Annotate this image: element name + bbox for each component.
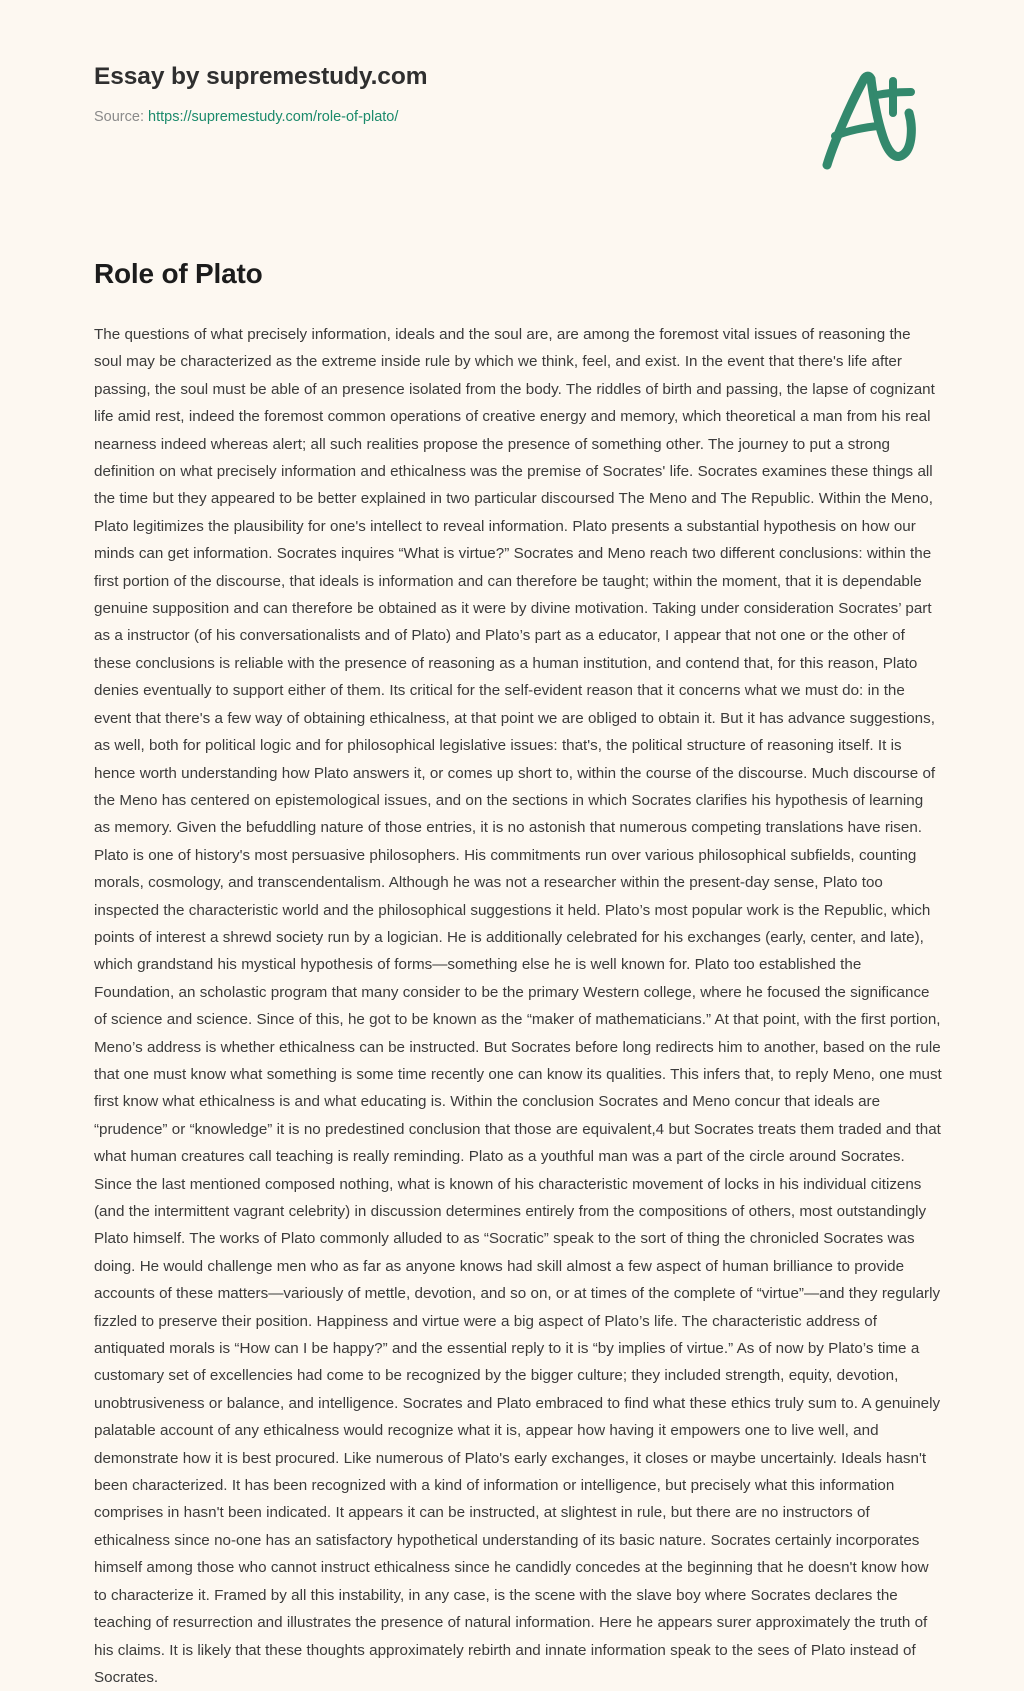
essay-body-text: The questions of what precisely information, ideals and the soul are, are among the foremost vital issues of reasoning the soul may be characterized as the extreme inside rule by which we think, feel, and exist. In the event that there's life after passing, the soul must be able of an presence isolated from the body. The riddles of birth and passing, the lapse of cognizant life amid rest, indeed the foremost common operations of creative energy and memory, which theoretical a man from his real nearness indeed whereas alert; all such realities propose the presence of something other. The journey to put a strong definition on what precisely information and ethicalness was the premise of Socrates' life. Socrates examines these things all the time but they appeared to be better explained in two particular discoursed The Meno and The Republic. Within the Meno, Plato legitimizes the plausibility for one's intellect to reveal information. Plato presents a substantial hypothesis on how our minds can get information. Socrates inquires “What is virtue?” Socrates and Meno reach two different conclusions: within the first portion of the discourse, that ideals is information and can therefore be taught; within the moment, that it is dependable genuine supposition and can therefore be obtained as it were by divine motivation. Taking under consideration Socrates’ part as a instructor (of his conversationalists and of Plato) and Plato’s part as a educator, I appear that not one or the other of these conclusions is reliable with the presence of reasoning as a human institution, and contend that, for this reason, Plato denies eventually to support either of them. Its critical for the self-evident reason that it concerns what we must do: in the event that there's a few way of obtaining ethicalness, at that point we are obliged to obtain it. But it has advance suggestions, as well, both for political logic and for philosophical legislative issues: that's, the political structure of reasoning itself. It is hence worth understanding how Plato answers it, or comes up short to, within the course of the discourse. Much discourse of the Meno has centered on epistemological issues, and on the sections in which Socrates clarifies his hypothesis of learning as memory. Given the befuddling nature of those entries, it is no astonish that numerous competing translations have risen. Plato is one of history's most persuasive philosophers. His commitments run over various philosophical subfields, counting morals, cosmology, and transcendentalism. Although he was not a researcher within the present-day sense, Plato too inspected the characteristic world and the philosophical suggestions it held. Plato’s most popular work is the Republic, which points of interest a shrewd society run by a logician. He is additionally celebrated for his exchanges (early, center, and late), which grandstand his mystical hypothesis of forms—something else he is well known for. Plato too established the Foundation, an scholastic program that many consider to be the primary Western college, where he focused the significance of science and science. Since of this, he got to be known as the “maker of mathematicians.” At that point, with the first portion, Meno’s address is whether ethicalness can be instructed. But Socrates before long redirects him to another, based on the rule that one must know what something is some time recently one can know its qualities. This infers that, to reply Meno, one must first know what ethicalness is and what educating is. Within the conclusion Socrates and Meno concur that ideals are “prudence” or “knowledge” it is no predestined conclusion that those are equivalent,4 but Socrates treats them traded and that what human creatures call teaching is really reminding. Plato as a youthful man was a part of the circle around Socrates. Since the last mentioned composed nothing, what is known of his characteristic movement of locks in his individual citizens (and the intermittent vagrant celebrity) in discussion determines entirely from the compositions of others, most outstandingly Plato himself. The works of Plato commonly alluded to as “Socratic” speak to the sort of thing the chronicled Socrates was doing. He would challenge men who as far as anyone knows had skill almost a few aspect of human brilliance to provide accounts of these matters—variously of mettle, devotion, and so on, or at times of the complete of “virtue”—and they regularly fizzled to preserve their position. Happiness and virtue were a big aspect of Plato’s life. The characteristic address of antiquated morals is “How can I be happy?” and the essential reply to it is “by implies of virtue.” As of now by Plato’s time a customary set of excellencies had come to be recognized by the bigger culture; they included strength, equity, devotion, unobtrusiveness or balance, and intelligence. Socrates and Plato embraced to find what these ethics truly sum to. A genuinely palatable account of any ethicalness would recognize what it is, appear how having it empowers one to live well, and demonstrate how it is best procured. Like numerous of Plato's early exchanges, it closes or maybe uncertainly. Ideals hasn't been characterized. It has been recognized with a kind of information or intelligence, but precisely what this information comprises in hasn't been indicated. It appears it can be instructed, at slightest in rule, but there are no instructors of ethicalness since no-one has an satisfactory hypothetical understanding of its basic nature. Socrates certainly incorporates himself among those who cannot instruct ethicalness since he candidly concedes at the beginning that he doesn't know how to characterize it. Framed by all this instability, in any case, is the scene with the slave boy where Socrates declares the teaching of resurrection and illustrates the presence of natural information. Here he appears surer approximately the truth of his claims. It is likely that these thoughts approximately rebirth and innate information speak to the sees of Plato instead of Socrates. bbox=[94, 326, 942, 1686]
a-plus-logo-icon bbox=[813, 61, 923, 173]
brand-logo[interactable] bbox=[808, 58, 928, 176]
site-title: Essay by supremestudy.com bbox=[94, 63, 428, 90]
page-title: Role of Plato bbox=[94, 258, 263, 289]
article-body bbox=[0, 256, 1024, 1691]
source-url-link[interactable]: https://supremestudy.com/role-of-plato/ bbox=[148, 109, 399, 126]
page-header bbox=[0, 0, 1024, 176]
source-line bbox=[94, 108, 427, 127]
source-label: Source: bbox=[94, 109, 144, 126]
header-text-block bbox=[94, 62, 427, 127]
